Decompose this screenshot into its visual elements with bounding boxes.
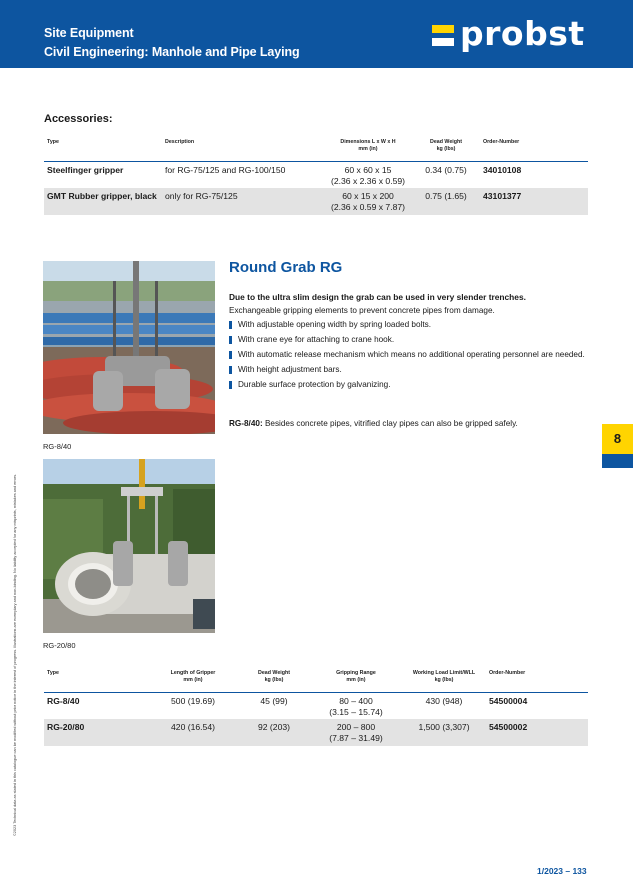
col-range: Gripping Range mm (in)	[336, 670, 376, 684]
header-subcategory: Civil Engineering: Manhole and Pipe Laying	[44, 45, 300, 59]
logo-yellow-bar	[432, 25, 454, 33]
cell-range: 80 – 400 (3.15 – 15.74)	[329, 696, 383, 717]
bullet-marker	[229, 366, 232, 374]
product-note: RG-8/40: Besides concrete pipes, vitrified clay pipes can also be gripped safely.	[229, 419, 518, 428]
list-item: Durable surface protection by galvanizing.	[229, 380, 585, 395]
col-weight: Dead Weight kg (lbs)	[258, 670, 290, 684]
cell-type: Steelfinger gripper	[47, 165, 124, 175]
rg-20-80-photo	[43, 459, 215, 633]
rg-20-80-illustration	[43, 459, 215, 633]
cell-order: 43101377	[483, 191, 522, 202]
accessories-title: Accessories:	[44, 113, 113, 125]
header-category: Site Equipment	[44, 26, 134, 40]
spec-header-row	[44, 668, 588, 693]
rg-8-40-photo	[43, 261, 215, 434]
list-item: With adjustable opening width by spring loaded bolts.	[229, 320, 585, 335]
table-row	[44, 719, 588, 745]
cell-length: 500 (19.69)	[171, 696, 215, 706]
cell-weight: 45 (99)	[260, 696, 288, 706]
table-row	[44, 188, 588, 214]
feature-list	[229, 320, 585, 395]
col-load: Working Load Limit/WLL kg (lbs)	[412, 670, 476, 684]
page-header	[0, 0, 633, 68]
spec-table	[44, 668, 588, 746]
cell-load: 430 (948)	[425, 696, 463, 706]
table-row	[44, 693, 588, 720]
product-intro: Exchangeable gripping elements to prevent concrete pipes from damage.	[229, 306, 495, 315]
cell-order: 54500002	[489, 722, 528, 733]
cell-weight: 0.75 (1.65)	[425, 191, 467, 202]
logo-white-bar	[432, 38, 454, 46]
cell-length: 420 (16.54)	[171, 722, 215, 733]
col-type: Type	[47, 670, 59, 676]
cell-load: 1,500 (3,307)	[418, 722, 470, 733]
col-length: Length of Gripper mm (in)	[170, 670, 216, 684]
cell-weight: 0.34 (0.75)	[425, 165, 467, 175]
cell-type: RG-8/40	[47, 696, 80, 706]
cell-type: RG-20/80	[47, 722, 85, 733]
list-item: With height adjustment bars.	[229, 365, 585, 380]
list-item: With automatic release mechanism which means no additional operating personnel are needed.	[229, 350, 585, 365]
cell-type: GMT Rubber gripper, black	[47, 191, 157, 202]
page-number: 1/2023 – 133	[537, 866, 587, 876]
cell-weight: 92 (203)	[257, 722, 290, 733]
table-row	[44, 162, 588, 189]
bullet-marker	[229, 336, 232, 344]
list-item: With crane eye for attaching to crane hook.	[229, 335, 585, 350]
accessories-header-row	[44, 137, 588, 162]
chapter-tab: 8	[602, 424, 633, 454]
cell-dimensions: 60 x 15 x 200 (2.36 x 0.59 x 7.87)	[330, 191, 406, 213]
product-lead: Due to the ultra slim design the grab can be used in very slender trenches.	[229, 292, 526, 302]
col-order: Order-Number	[483, 139, 520, 145]
cell-description: only for RG-75/125	[165, 191, 238, 202]
rg-8-40-caption: RG-8/40	[43, 442, 72, 451]
product-title: Round Grab RG	[229, 259, 343, 276]
cell-order: 54500004	[489, 696, 528, 706]
bullet-marker	[229, 351, 232, 359]
cell-range: 200 – 800 (7.87 – 31.49)	[329, 722, 383, 744]
legal-note: ©2023 Technical data as stated in this catalogue can be modified without prior notice in the interest of progress. Illustrations are exemplary and non-binding. No liability accepted for any misprints, mistakes and errors.	[13, 473, 17, 836]
col-weight: Dead Weight kg (lbs)	[430, 139, 462, 153]
col-description: Description	[165, 139, 195, 145]
cell-dimensions: 60 x 60 x 15 (2.36 x 2.36 x 0.59)	[330, 165, 406, 186]
cell-description: for RG-75/125 and RG-100/150	[165, 165, 286, 175]
logo-text: probst	[460, 14, 585, 53]
col-order: Order-Number	[489, 670, 526, 676]
chapter-tab-bar	[602, 454, 633, 468]
bullet-marker	[229, 321, 232, 329]
bullet-marker	[229, 381, 232, 389]
accessories-table	[44, 137, 588, 215]
cell-order: 34010108	[483, 165, 522, 175]
rg-8-40-illustration	[43, 261, 215, 434]
col-type: Type	[47, 139, 59, 145]
col-dimensions: Dimensions L x W x H mm (in)	[340, 139, 396, 153]
rg-20-80-caption: RG-20/80	[43, 641, 76, 650]
